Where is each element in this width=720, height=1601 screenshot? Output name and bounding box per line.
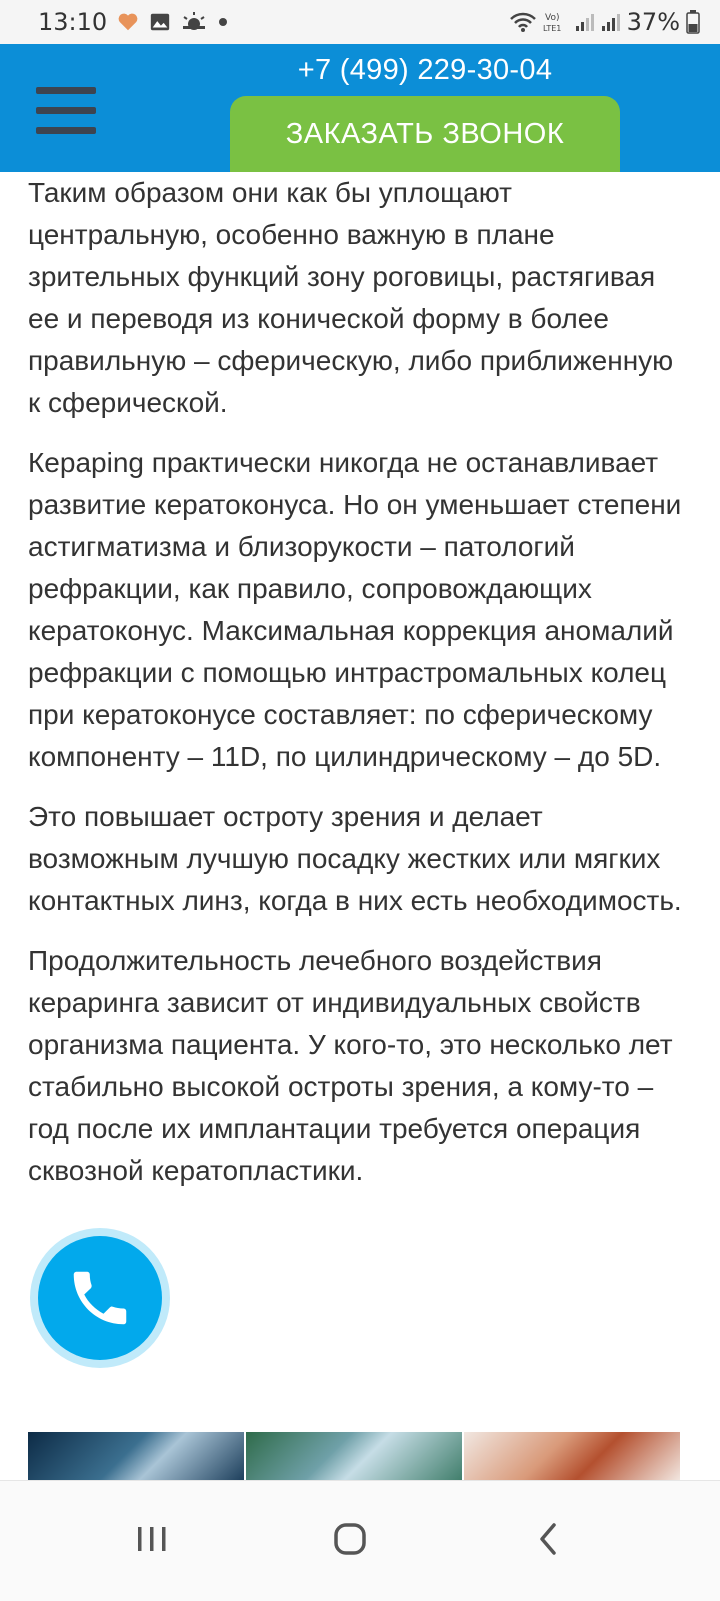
volte-icon [543,11,569,33]
back-button[interactable] [518,1509,578,1569]
recent-apps-icon [122,1509,182,1569]
status-notification-icons [117,11,229,33]
battery-icon [686,10,700,34]
health-icon [117,11,139,33]
order-call-button[interactable]: ЗАКАЗАТЬ ЗВОНОК [230,96,620,172]
status-bar [0,0,720,44]
home-icon [320,1509,380,1569]
status-system-icons [509,0,700,44]
article-paragraph: Продолжительность лечебного воздействия кераринга зависит от индивидуальных свойств организма пациента. У кого-то, это несколько лет стабильно высокой остроты зрения, а кому-то – год после их имплантации требуется операция сквозной кератопластики. [28,945,673,1186]
wifi-icon [509,11,537,33]
gallery-icon [149,11,171,33]
svg-text:LTE1: LTE1 [542,24,562,33]
dot-icon [217,16,229,28]
home-button[interactable] [320,1509,380,1569]
article-image[interactable] [246,1432,462,1482]
article-content [28,172,688,1210]
article-images [28,1432,680,1482]
weather-icon [181,11,207,33]
article-image[interactable] [464,1432,680,1482]
site-header [0,44,720,172]
phone-link[interactable]: +7 (499) 229-30-04 [297,54,553,86]
signal-icon [575,11,595,33]
signal-icon [601,11,621,33]
article-paragraph: Таким образом они как бы уплощают центральную, особенно важную в плане зрительных функций зону роговицы, растягивая ее и переводя из конической форму в более правильную – сферическую, либо приближенную к сферической. [28,177,674,418]
system-nav-bar [0,1480,720,1601]
article-paragraph: Это повышает остроту зрения и делает возможным лучшую посадку жестких или мягких контактных линз, когда в них есть необходимость. [28,801,682,916]
article-paragraph: Керарing практически никогда не останавливает развитие кератоконуса. Но он уменьшает степени астигматизма и близорукости – патологий рефракции, как правило, сопровождающих кератоконус. Максимальная коррекция аномалий рефракции с помощью интрастромальных колец при кератоконусе составляет: по сферическому компоненту – 11D, по цилиндрическому – до 5D. [28,447,682,772]
floating-call-button[interactable] [38,1236,162,1360]
status-time: 13:10 [38,8,108,36]
menu-icon[interactable] [36,87,96,139]
battery-percent: 37% [626,8,680,36]
recent-apps-button[interactable] [122,1509,182,1569]
phone-icon [65,1263,135,1333]
article-image[interactable] [28,1432,244,1482]
back-icon [518,1509,578,1569]
svg-text:Vo): Vo) [544,13,560,23]
